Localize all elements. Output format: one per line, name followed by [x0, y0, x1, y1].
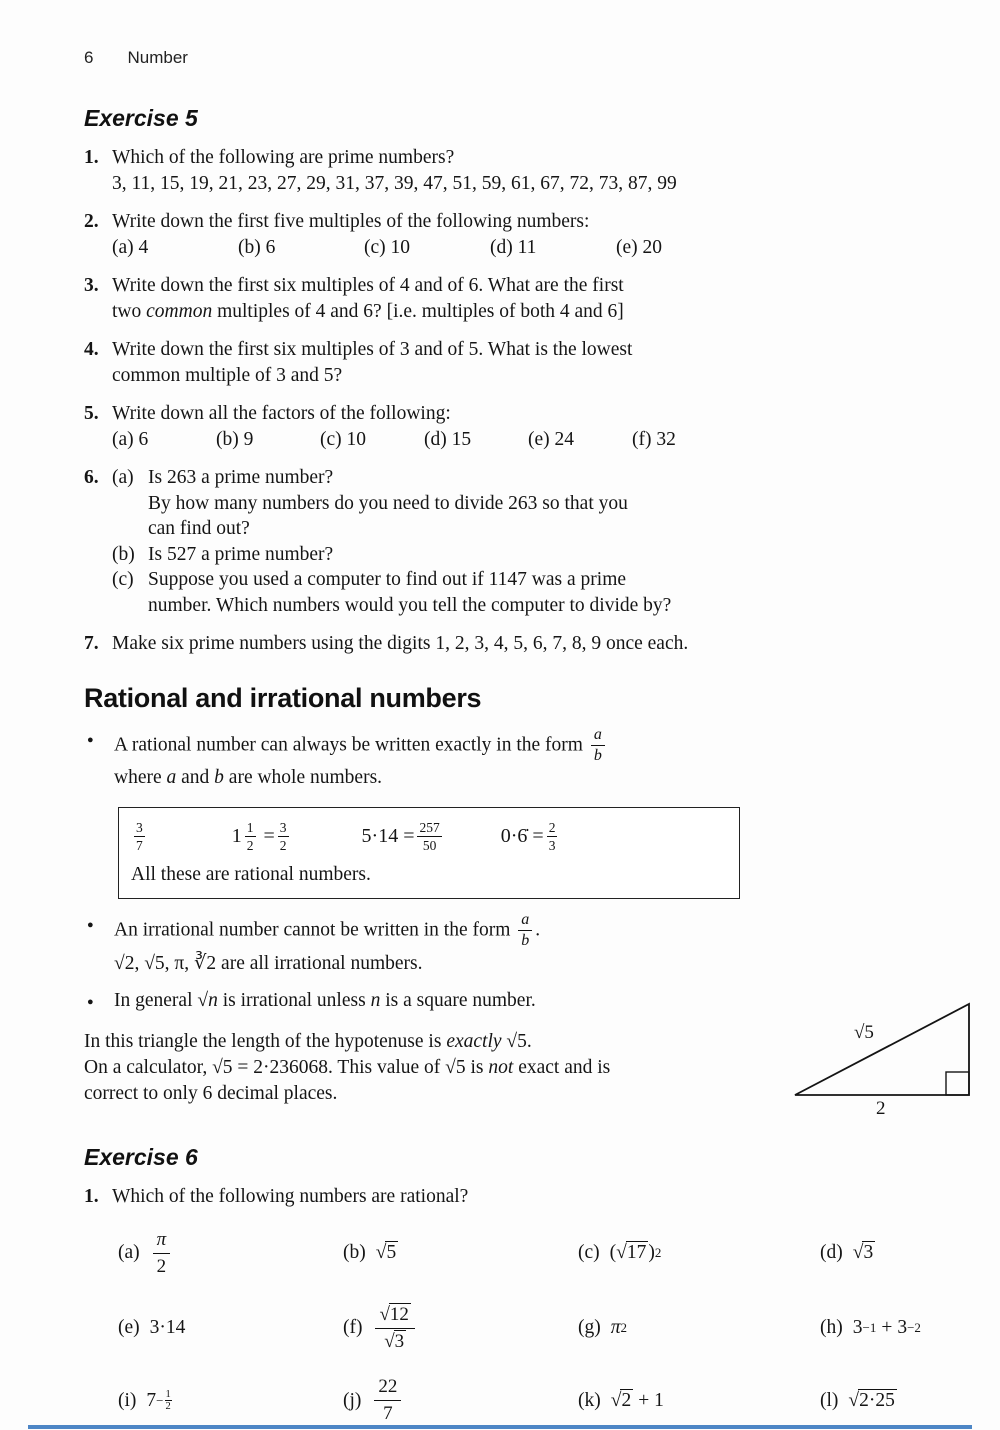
page-bottom-rule	[28, 1425, 972, 1429]
triangle-paragraph: In this triangle the length of the hypotenuse is exactly √5. On a calculator, √5 = 2·236068. This value of √5 is not exact and is correct to only 6 decimal places.	[84, 1030, 611, 1104]
options-row	[112, 235, 964, 261]
subpart-label: (b)	[112, 543, 135, 565]
bullet-irrational: ● An irrational number cannot be written in the form $\frac{a}{b}$ . √2, √5, π, ∛2 are all irrational numbers.	[84, 911, 964, 976]
radical: √ 2·25	[848, 1390, 896, 1412]
fraction: π 2	[153, 1229, 171, 1278]
emphasis: not	[488, 1056, 514, 1078]
question-text: common multiple of 3 and 5?	[112, 364, 343, 386]
box-expression-1	[131, 820, 148, 854]
base-label: 2	[876, 1098, 886, 1118]
bullet-text: A rational number can always be written exactly in the form	[114, 733, 583, 755]
number-list: 3, 11, 15, 19, 21, 23, 27, 29, 31, 37, 39, 47, 51, 59, 61, 67, 72, 73, 87, 99	[112, 172, 677, 194]
question-text: Is 263 a prime number?	[148, 467, 334, 488]
item-h: (h) 3 −1 + 3 −2	[820, 1317, 921, 1339]
question-6	[84, 465, 964, 618]
option: (f) 32	[632, 428, 676, 450]
option: (a) 6	[112, 428, 149, 450]
fraction: 3 7	[136, 819, 143, 854]
radical: √ 3	[384, 1330, 406, 1352]
question-number: 1.	[84, 1185, 99, 1207]
fraction-a-over-b: $\frac{a}{b}$	[518, 911, 532, 951]
item-a: (a) π 2	[118, 1229, 343, 1278]
bullet-rational: ● A rational number can always be written exactly in the form $\frac{a}{b}$ where a and b are whole numbers.	[84, 726, 964, 791]
bullet-icon	[84, 726, 114, 791]
fraction	[375, 1304, 414, 1353]
hypotenuse-label: √5	[854, 1022, 874, 1043]
ex6-row-3	[118, 1376, 964, 1425]
option: (b) 9	[216, 428, 254, 450]
option: (b) 6	[238, 236, 276, 258]
question-number: 7.	[84, 633, 99, 654]
item-k: (k) √ 2 + 1	[578, 1390, 820, 1412]
question-7	[84, 631, 964, 657]
option: (d) 11	[490, 236, 537, 258]
item-i: (i) 7 − $\frac{1}{2}$	[118, 1389, 171, 1413]
exercise6-title: Exercise 6	[84, 1143, 198, 1170]
bullet-icon	[84, 911, 114, 976]
subpart-a	[112, 465, 964, 542]
variable: b	[214, 767, 224, 789]
fraction: 22 7	[374, 1376, 401, 1425]
emphasis: common	[146, 300, 213, 322]
question-text: Which of the following are prime numbers?	[112, 147, 455, 168]
option: (e) 24	[528, 428, 575, 450]
variable: n	[370, 990, 381, 1012]
fraction: $\frac{1}{2}$	[165, 1389, 171, 1413]
question-number: 4.	[84, 339, 99, 360]
fraction-a-over-b: $\frac{a}{b}$	[591, 726, 605, 766]
question-text: can find out?	[148, 518, 250, 539]
subpart-b	[112, 542, 964, 568]
question-2	[84, 209, 964, 260]
fraction: $\frac{257}{50}$	[419, 819, 440, 854]
radical: √ 17	[616, 1242, 648, 1264]
question-text: Make six prime numbers using the digits 1, 2, 3, 4, 5, 6, 7, 8, 9 once each.	[112, 633, 689, 654]
radical: √ 12	[379, 1303, 410, 1325]
bullet-general: ● In general √n is irrational unless n is a square number.	[84, 988, 964, 1017]
question-number: 6.	[84, 467, 99, 488]
question-5	[84, 401, 964, 452]
question-4	[84, 337, 964, 388]
variable: a	[166, 767, 177, 789]
question-text: Write down all the factors of the following:	[112, 403, 451, 424]
option: (d) 15	[424, 428, 472, 450]
emphasis: exactly	[446, 1030, 502, 1052]
rational-examples-box	[118, 807, 740, 899]
question-text: Write down the first five multiples of the following numbers:	[112, 211, 590, 232]
item-g: (g) π 2	[578, 1317, 628, 1339]
box-expression-3: 5·14 = $\frac{257}{50}$	[361, 819, 440, 854]
item-b: (b) √ 5	[343, 1242, 578, 1264]
question-number: 5.	[84, 403, 99, 424]
section-title: Rational and irrational numbers	[84, 682, 482, 713]
bullet-icon	[84, 988, 114, 1017]
radical: √ 5	[376, 1242, 398, 1264]
item-e: (e) 3·14	[118, 1317, 186, 1339]
question-text: Is 527 a prime number?	[148, 543, 334, 565]
question-text: two common multiples of 4 and 6? [i.e. multiples of both 4 and 6]	[112, 300, 624, 322]
item-d: (d) √ 3	[820, 1242, 964, 1264]
option: (a) 4	[112, 236, 149, 258]
question-3	[84, 273, 964, 324]
item-j: (j) 22 7	[343, 1376, 578, 1425]
question-text: number. Which numbers would you tell the computer to divide by?	[148, 594, 672, 616]
options-row	[112, 427, 964, 453]
option: (c) 10	[320, 428, 367, 450]
chapter-title: Number	[127, 48, 188, 67]
ex6-row-1	[118, 1229, 964, 1278]
bullet-text: An irrational number cannot be written in the form	[114, 919, 511, 941]
question-text: By how many numbers do you need to divide 263 so that you	[148, 492, 628, 514]
option: (c) 10	[364, 236, 411, 258]
box-expression-4: 0·6̇ = $\frac{2}{3}$	[500, 819, 556, 854]
item-c: (c) ( √ 17 ) 2	[578, 1242, 820, 1264]
question-text: Which of the following numbers are rational?	[112, 1185, 469, 1207]
box-caption: All these are rational numbers.	[131, 863, 371, 885]
page-number: 6	[84, 48, 94, 67]
question-number: 2.	[84, 211, 99, 232]
radical: √ 2	[611, 1390, 633, 1412]
triangle-outline	[795, 1004, 969, 1095]
fraction: $\frac{3}{2}$	[279, 819, 287, 854]
fraction: $\frac{2}{3}$	[548, 819, 556, 854]
triangle-diagram	[792, 998, 980, 1118]
subpart-c	[112, 567, 964, 618]
radical: √ 3	[853, 1242, 875, 1264]
question-text: Suppose you used a computer to find out if 1147 was a prime	[148, 569, 627, 590]
item-l: (l) √ 2·25	[820, 1390, 964, 1412]
page-header	[84, 48, 964, 68]
ex6-row-2	[118, 1304, 964, 1353]
subpart-label: (a)	[112, 467, 134, 488]
fraction: $\frac{1}{2}$	[246, 819, 254, 854]
question-1	[84, 145, 964, 196]
variable: n	[208, 990, 218, 1012]
exercise5-title: Exercise 5	[84, 105, 198, 131]
question-text: Write down the first six multiples of 3 and of 5. What is the lowest	[112, 339, 633, 360]
question-text: Write down the first six multiples of 4 and of 6. What are the first	[112, 275, 624, 296]
option: (e) 20	[616, 236, 663, 258]
right-angle-marker	[946, 1072, 969, 1095]
ex6-question-1	[84, 1184, 964, 1210]
box-expression-2: 1 $\frac{1}{2}$ = $\frac{3}{2}$	[231, 819, 287, 854]
question-number: 1.	[84, 147, 99, 168]
subpart-label: (c)	[112, 569, 134, 590]
irrational-examples: √2, √5, π, ∛2 are all irrational numbers.	[114, 952, 423, 974]
question-number: 3.	[84, 275, 99, 296]
item-f: (f) √ 12 √ 3	[343, 1304, 578, 1353]
